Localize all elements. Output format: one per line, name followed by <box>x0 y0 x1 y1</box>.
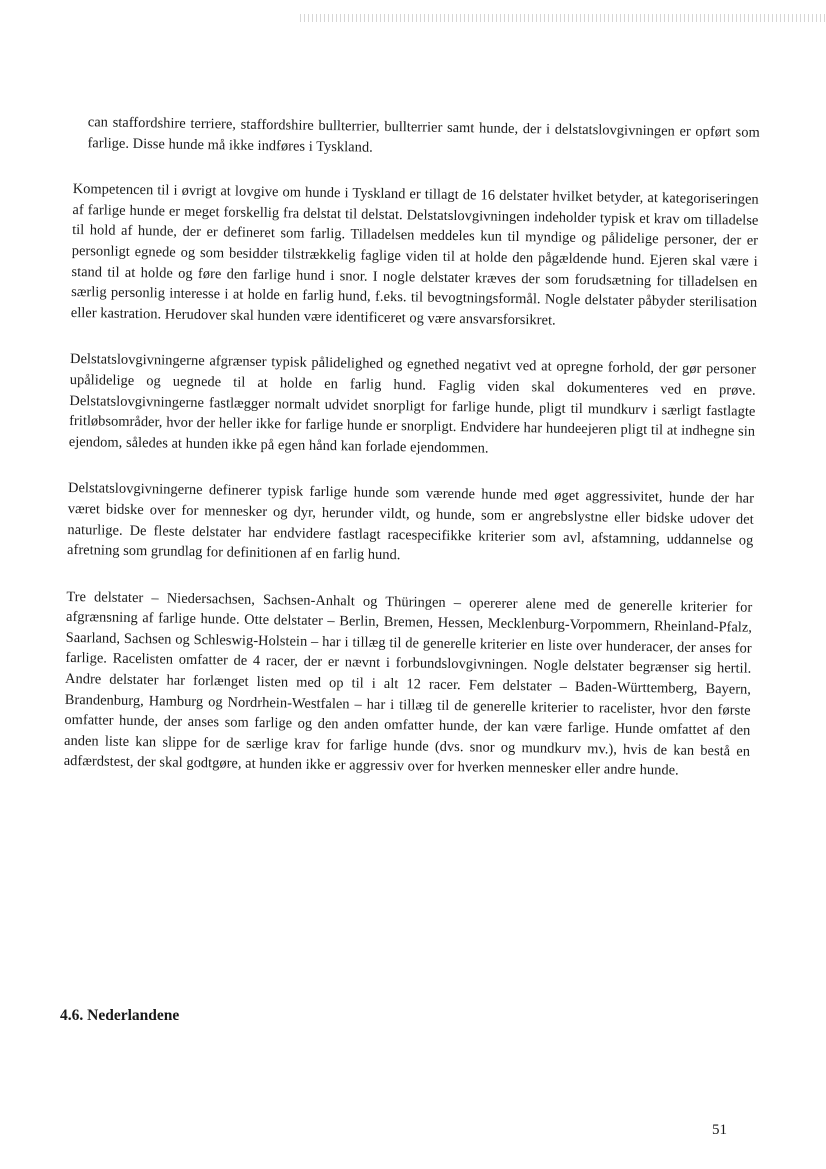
paragraph-3: Delstatslovgivningerne afgrænser typisk pålidelighed og egnethed negativt ved at opregne forhold, der gør personer upålidelige og uegnede til at holde en farlig hund. Faglig viden skal dokumenteres ved en prøve. Delstatslovgivningerne fastlægger normalt udvidet snorpligt for farlige hunde, pligt til mundkurv i særligt fastlagte fritløbsområder, hvor der heller ikke for farlige hunde er snorpligt. Endvidere har hundeejeren pligt til at indhegne sin ejendom, således at hunden ikke på egen hånd kan forlade ejendommen. <box>68 351 757 457</box>
scan-edge-artifact <box>300 14 826 22</box>
paragraph-2: Kompetencen til i øvrigt at lovgive om hunde i Tyskland er tillagt de 16 delstater hvilket betyder, at kategoriseringen af farlige hunde er meget forskellig fra delstat til delstat. Delstatslovgivningen indeholder typisk et krav om tilladelse til hold af hunde, der er defineret som farlig. Tilladelsen meddeles kun til myndige og pålidelige personer, der er personligt egnede og som besidder tilstrækkelig faglige viden til at holde den pågældende hund. Ejeren skal være i stand til at holde og føre den farlige hund i snor. I nogle delstater kræves der som forudsætning for tilladelsen en særlig personlig interesse i at holde en farlig hund, f.eks. til bevogtningsformål. Nogle delstater påbyder sterilisation eller kastration. Herudover skal hunden være identificeret og være ansvarsforsikret. <box>70 181 759 329</box>
paragraph-1: can staffordshire terriere, staffordshire bullterrier, bullterrier samt hunde, der i delstatslovgivningen er opført som farlige. Disse hunde må ikke indføres i Tyskland. <box>87 114 760 156</box>
paragraph-4: Delstatslovgivningerne definerer typisk farlige hunde som værende hunde med øget aggressivitet, hunde der har været bidske over for mennesker og dyr, herunder vildt, og hunde, som er angrebslystne eller bidske udover det naturlige. De fleste delstater har endvidere fastlagt racespecifikke kriterier som avl, afstamning, uddannelse og afretning som grundlag for definitionen af en farlig hund. <box>66 480 755 564</box>
section-heading: 4.6. Nederlandene <box>60 1007 180 1024</box>
page-number: 51 <box>712 1122 727 1138</box>
page-body <box>63 112 760 809</box>
paragraph-5: Tre delstater – Niedersachsen, Sachsen-Anhalt og Thüringen – opererer alene med de generelle kriterier for afgrænsning af farlige hunde. Otte delstater – Berlin, Bremen, Hessen, Mecklenburg-Vorpommern, Rheinland-Pfalz, Saarland, Sachsen og Schleswig-Holstein – har i tillæg til de generelle kriterier en liste over hunderacer, der anses for farlige. Racelisten omfatter de 4 racer, der er nævnt i forbundslovgivningen. Nogle delstater begrænser sig hertil. Andre delstater har forlænget listen med op til i alt 12 racer. Fem delstater – Baden-Württemberg, Bayern, Brandenburg, Hamburg og Nordrhein-Westfalen – har i tillæg til de generelle kriterier to racelister, hvor den første omfatter hunde, der anses som farlige og den anden omfatter hunde, der kan være farlige. Hunde omfattet af den anden liste kan slippe for de særlige krav for farlige hunde (dvs. snor og mundkurv mv.), hvis de kan bestå en adfærdstest, der skal godtgøre, at hunden ikke er aggressiv over for hverken mennesker eller andre hunde. <box>63 588 753 780</box>
